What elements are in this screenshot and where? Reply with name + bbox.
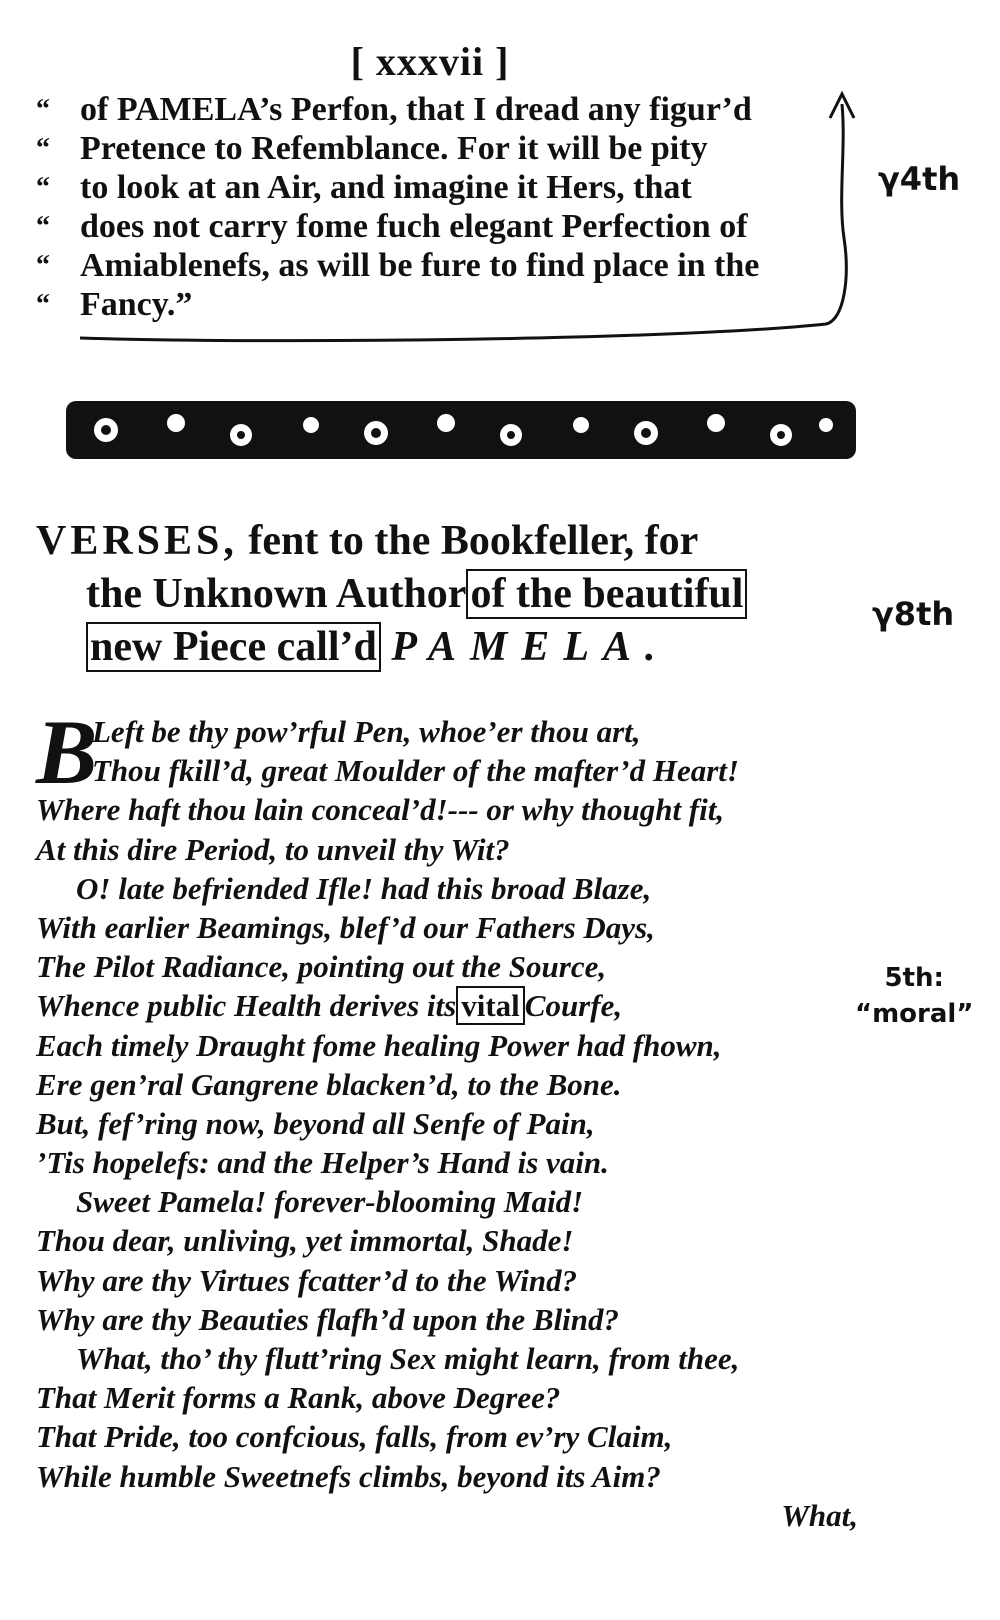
margin-note-8th: γ8th	[872, 595, 955, 633]
quote-mark: “	[36, 289, 50, 320]
title-text: fent to the Bookfeller, for	[237, 518, 699, 564]
quote-line	[36, 207, 866, 246]
poem-line: Why are thy Virtues fcatter’d to the Wind?	[36, 1262, 578, 1298]
poem-line: Why are thy Beauties flafh’d upon the Blind?	[36, 1301, 620, 1337]
quote-mark: “	[36, 133, 50, 164]
poem-bracketed-word: vital	[456, 986, 525, 1025]
drop-cap: B	[36, 701, 98, 803]
quote-mark: “	[36, 211, 50, 242]
poem-line: Thou dear, unliving, yet immortal, Shade!	[36, 1223, 574, 1259]
quote-mark: “	[36, 94, 50, 125]
margin-note-5th-word: “moral”	[855, 999, 974, 1029]
poem-body	[36, 701, 866, 1535]
title-bracketed-text: new Piece call’d	[86, 622, 381, 672]
margin-note-4th: γ4th	[878, 160, 961, 198]
quote-mark: “	[36, 172, 50, 203]
poem-line: That Merit forms a Rank, above Degree?	[36, 1380, 561, 1416]
poem-line: Ere gen’ral Gangrene blacken’d, to the Bone.	[36, 1066, 622, 1102]
title-pamela: PAMELA.	[391, 624, 670, 670]
poem-line: Each timely Draught fome healing Power had fhown,	[36, 1027, 722, 1063]
poem-line: At this dire Period, to unveil thy Wit?	[36, 831, 510, 867]
quote-text: Fancy.”	[80, 286, 193, 323]
poem-line: Sweet Pamela! forever-blooming Maid!	[76, 1184, 584, 1220]
poem-line: That Pride, too confcious, falls, from ev’ry Claim,	[36, 1419, 673, 1455]
poem-line: ’Tis hopelefs: and the Helper’s Hand is vain.	[36, 1145, 609, 1181]
poem-title	[36, 515, 866, 674]
title-line	[36, 621, 866, 674]
quote-line	[36, 90, 866, 129]
poem-line: While humble Sweetnefs climbs, beyond its Aim?	[36, 1458, 661, 1494]
poem-line: What, tho’ thy flutt’ring Sex might learn, from thee,	[76, 1341, 740, 1376]
poem-line: Where haft thou lain conceal’d!--- or why thought fit,	[36, 792, 725, 828]
poem-line	[36, 986, 866, 1025]
quotation-block	[36, 90, 866, 324]
ornament-band-icon	[66, 395, 856, 465]
quote-mark: “	[36, 250, 50, 281]
poem-line: O! late befriended Ifle! had this broad Blaze,	[76, 870, 652, 906]
poem-line: With earlier Beamings, blef’d our Fathers Days,	[36, 909, 655, 945]
title-verses: VERSES,	[36, 518, 238, 564]
poem-line-text: Courfe,	[524, 988, 623, 1024]
title-text: the Unknown Author	[86, 571, 467, 617]
page-number: [ xxxvii ]	[350, 39, 510, 84]
poem-line: But, fef’ring now, beyond all Senfe of Pain,	[36, 1105, 595, 1141]
quote-line	[36, 246, 866, 285]
poem-line: Left be thy pow’rful Pen, whoe’er thou art,	[92, 714, 641, 749]
quote-text: does not carry fome fuch elegant Perfection of	[80, 208, 748, 245]
poem-line: The Pilot Radiance, pointing out the Source,	[36, 949, 607, 985]
quote-text: Amiablenefs, as will be fure to find place in the	[80, 247, 760, 284]
title-line	[36, 515, 866, 568]
quote-text: to look at an Air, and imagine it Hers, that	[80, 169, 692, 206]
quote-text: of PAMELA’s Perfon, that I dread any figur’d	[80, 91, 752, 128]
catchword: What,	[781, 1497, 858, 1533]
poem-line: Thou fkill’d, great Moulder of the mafter’d Heart!	[92, 753, 739, 789]
title-line	[36, 568, 866, 621]
margin-note-5th-label: 5th:	[884, 963, 944, 993]
quote-text: Pretence to Refemblance. For it will be pity	[80, 130, 708, 167]
quote-line	[36, 129, 866, 168]
title-bracketed-text: of the beautiful	[466, 569, 747, 619]
margin-note-5th	[855, 960, 973, 1032]
quote-line	[36, 285, 866, 324]
quote-line	[36, 168, 866, 207]
poem-line-text: Whence public Health derives its	[36, 988, 457, 1024]
